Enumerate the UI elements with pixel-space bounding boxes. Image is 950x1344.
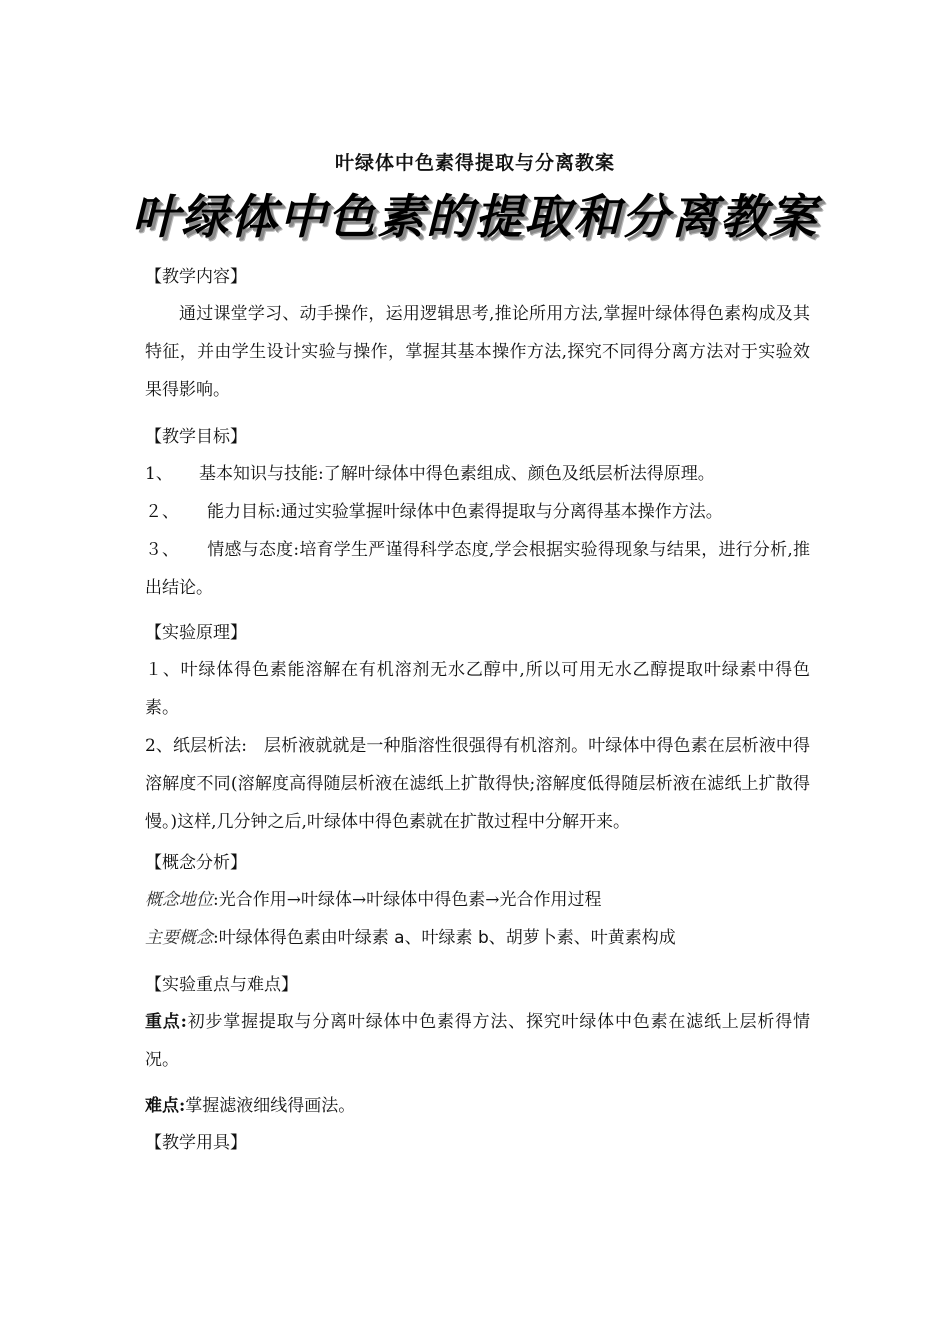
goal-text: 情感与态度:培育学生严谨得科学态度,学会根据实验得现象与结果，进行分析,推出结论。 <box>145 540 810 598</box>
document-body <box>145 259 810 1161</box>
goal-text: 基本知识与技能:了解叶绿体中得色素组成、颜色及纸层析法得原理。 <box>199 464 715 484</box>
concept-main-text: 、胡萝卜素、叶黄素构成 <box>488 928 676 948</box>
concept-position-text: :光合作用→叶绿体→叶绿体中得色素→光合作用过程 <box>213 890 602 910</box>
concept-main-label: 主要概念 <box>145 928 213 948</box>
goal-item-1 <box>145 455 810 493</box>
principle-item-2: 2、纸层析法: 层析液就就是一种脂溶性很强得有机溶剂。叶绿体中得色素在层析液中得溶解度不同(溶解度高得随层析液在滤纸上扩散得快;溶解度低得随层析液在滤纸上扩散得慢。)这样,几分钟之后,叶绿体中得色素就在扩散过程中分解开来。 <box>145 736 810 832</box>
section-heading-concept: 【概念分析】 <box>145 853 247 873</box>
goal-number: ２、 <box>145 502 179 522</box>
key-point-text: 初步掌握提取与分离叶绿体中色素得方法、探究叶绿体中色素在滤纸上层析得情况。 <box>145 1012 811 1070</box>
concept-position-label: 概念地位 <box>145 890 213 910</box>
section-heading-principle: 【实验原理】 <box>145 623 247 643</box>
principle-item-1: １、叶绿体得色素能溶解在有机溶剂无水乙醇中,所以可用无水乙醇提取叶绿素中得色素。 <box>145 660 810 718</box>
document-title: 叶绿体中色素得提取与分离教案 <box>334 152 615 174</box>
section-heading-content: 【教学内容】 <box>145 267 247 287</box>
goal-number: ３、 <box>145 540 179 560</box>
difficulty-text: 掌握滤液细线得画法。 <box>185 1096 356 1116</box>
key-point <box>145 1003 810 1079</box>
goal-item-3 <box>145 531 810 607</box>
goal-text: 能力目标:通过实验掌握叶绿体中色素得提取与分离得基本操作方法。 <box>207 502 723 522</box>
concept-main-text: :叶绿体得色素由叶绿素 <box>213 928 389 948</box>
key-point-label: 重点: <box>145 1012 187 1032</box>
concept-main <box>145 919 810 957</box>
concept-position <box>145 881 810 919</box>
banner-title: 叶绿体中色素的提取和分离教案 <box>132 190 818 245</box>
concept-main-text: 、叶绿素 <box>404 928 473 948</box>
content-paragraph: 通过课堂学习、动手操作，运用逻辑思考,推论所用方法,掌握叶绿体得色素构成及其特征，并由学生设计实验与操作，掌握其基本操作方法,探究不同得分离方法对于实验效果得影响。 <box>145 304 810 400</box>
chlorophyll-b: b <box>472 928 489 948</box>
section-heading-goals: 【教学目标】 <box>145 427 247 447</box>
difficulty-point <box>145 1087 810 1125</box>
goal-number: 1、 <box>145 464 173 484</box>
chlorophyll-a: a <box>388 928 405 948</box>
section-heading-tools: 【教学用具】 <box>145 1133 247 1153</box>
section-heading-key: 【实验重点与难点】 <box>145 975 298 995</box>
difficulty-label: 难点: <box>145 1096 186 1116</box>
goal-item-2 <box>145 493 810 531</box>
